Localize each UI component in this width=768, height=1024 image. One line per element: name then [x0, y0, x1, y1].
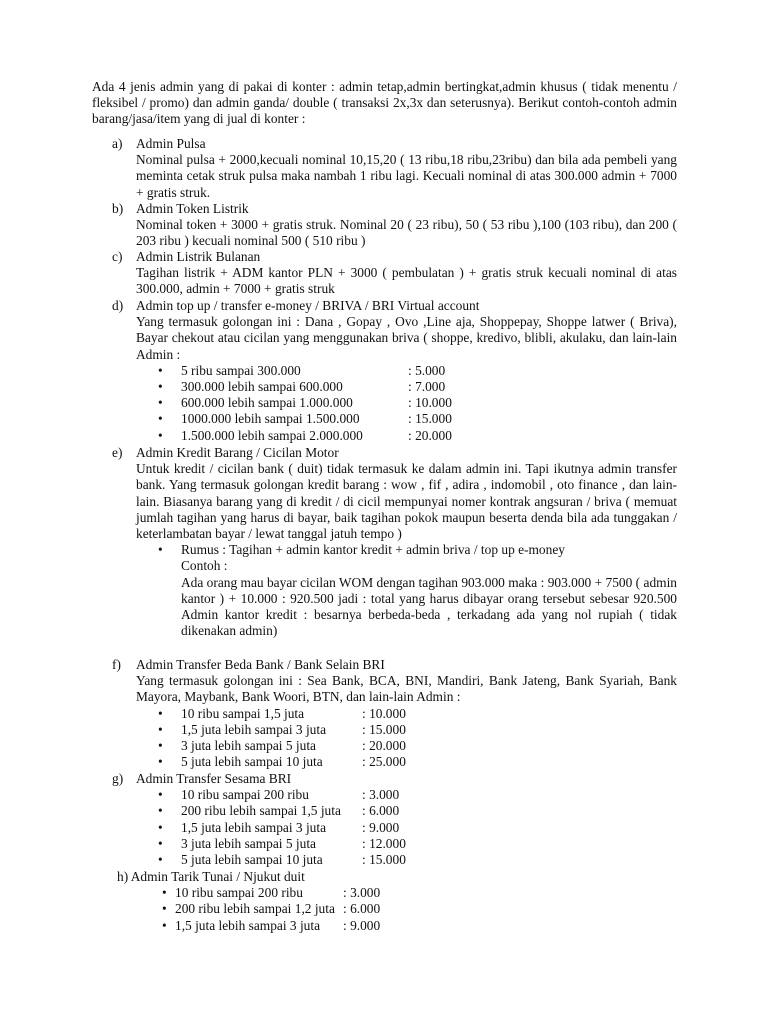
bullet-icon: •	[158, 737, 163, 753]
bullet-icon: •	[158, 721, 163, 737]
bullet-icon: •	[158, 427, 163, 443]
section-admin-token-listrik	[92, 201, 677, 250]
range-text: 1,5 juta lebih sampai 3 juta	[175, 917, 321, 933]
bullet-icon: •	[162, 901, 167, 917]
bullet-icon: •	[158, 705, 163, 721]
range-text: 10 ribu sampai 200 ribu	[175, 885, 303, 901]
section-admin-pulsa	[92, 136, 677, 201]
section-title: Admin Pulsa	[136, 136, 206, 151]
section-title: h) Admin Tarik Tunai / Njukut duit	[117, 869, 305, 884]
section-title: Admin Token Listrik	[136, 201, 249, 216]
bullet-icon: •	[158, 754, 163, 770]
range-text: 1000.000 lebih sampai 1.500.000	[181, 411, 360, 427]
list-item	[92, 706, 677, 722]
bullet-icon: •	[158, 378, 163, 394]
fee-text: : 25.000	[362, 754, 406, 770]
section-title: Admin Transfer Sesama BRI	[136, 771, 292, 786]
list-item	[92, 918, 677, 934]
bullet-icon: •	[158, 819, 163, 835]
range-text: 200 ribu lebih sampai 1,2 juta	[175, 901, 335, 917]
list-item	[92, 363, 677, 379]
fee-text: : 6.000	[362, 803, 400, 819]
section-body: Untuk kredit / cicilan bank ( duit) tidak termasuk ke dalam admin ini. Tapi ikutnya admin transfer bank. Yang termasuk golongan kredit barang : wow , fif , adira , indomobil , oto finance , dan lain-lain. Biasanya barang yang di kredit / di cicil mempunyai nomer kontrak angsuran / briva ( memuat jumlah tagihan yang harus di bayar, baik tagihan pokok maupun beserta denda bila ada tunggakan / keterlambatan bayar / lewat tanggal jatuh tempo )	[136, 461, 677, 541]
range-text: 5 juta lebih sampai 10 juta	[181, 754, 323, 770]
range-text: 3 juta lebih sampai 5 juta	[181, 835, 316, 851]
fee-text: : 20.000	[362, 737, 406, 753]
range-text: 300.000 lebih sampai 600.000	[181, 378, 343, 394]
range-text: 5 juta lebih sampai 10 juta	[181, 851, 323, 867]
section-letter: f)	[112, 657, 121, 672]
range-text: 200 ribu lebih sampai 1,5 juta	[181, 803, 341, 819]
bullet-icon: •	[162, 885, 167, 901]
section-body: Yang termasuk golongan ini : Dana , Gopay , Ovo ,Line aja, Shoppepay, Shoppe latwer ( Briva), Bayar chekout atau cicilan yang menggunakan briva ( shoppe, kredivo, blibli, akulaku, dan lain-lain Admin :	[136, 314, 677, 362]
list-item	[92, 901, 677, 917]
section-body: Tagihan listrik + ADM kantor PLN + 3000 ( pembulatan ) + gratis struk kecuali nominal di atas 300.000, admin + 7000 + gratis struk	[136, 265, 677, 297]
bullet-icon: •	[162, 917, 167, 933]
list-item	[92, 379, 677, 395]
range-text: 3 juta lebih sampai 5 juta	[181, 737, 316, 753]
bullet-icon: •	[158, 787, 163, 803]
fee-text: : 6.000	[343, 901, 381, 917]
list-item	[92, 754, 677, 770]
section-letter: d)	[112, 298, 124, 313]
bullet-icon: •	[158, 542, 163, 558]
list-item	[92, 722, 677, 738]
list-item	[92, 803, 677, 819]
section-letter: g)	[112, 771, 124, 786]
fee-text: : 10.000	[362, 705, 406, 721]
section-body: Yang termasuk golongan ini : Sea Bank, BCA, BNI, Mandiri, Bank Jateng, Bank Syariah, Bank Mayora, Maybank, Bank Woori, BTN, dan lain-lain Admin :	[136, 673, 677, 705]
range-text: 600.000 lebih sampai 1.000.000	[181, 395, 353, 411]
section-body: Nominal token + 3000 + gratis struk. Nominal 20 ( 23 ribu), 50 ( 53 ribu ),100 (103 ribu), dan 200 ( 203 ribu ) kecuali nominal 500 ( 510 ribu )	[136, 217, 677, 249]
section-admin-listrik-bulanan	[92, 249, 677, 298]
range-text: 1,5 juta lebih sampai 3 juta	[181, 721, 327, 737]
section-title: Admin top up / transfer e-money / BRIVA / BRI Virtual account	[136, 298, 480, 313]
section-letter: a)	[112, 136, 123, 151]
range-text: 1.500.000 lebih sampai 2.000.000	[181, 427, 363, 443]
list-item	[92, 836, 677, 852]
section-admin-transfer-beda-bank	[92, 657, 677, 770]
fee-text: : 10.000	[408, 395, 452, 411]
section-letter: b)	[112, 201, 124, 216]
section-letter: c)	[112, 249, 123, 264]
list-item	[92, 428, 677, 444]
list-item	[92, 411, 677, 427]
fee-text: : 12.000	[362, 835, 406, 851]
bullet-icon: •	[158, 835, 163, 851]
fee-text: : 5.000	[408, 362, 446, 378]
bullet-icon: •	[158, 395, 163, 411]
bullet-icon: •	[158, 803, 163, 819]
list-item	[92, 787, 677, 803]
bullet-icon: •	[158, 851, 163, 867]
section-admin-top-up	[92, 298, 677, 444]
section-title: Admin Transfer Beda Bank / Bank Selain BRI	[136, 657, 385, 672]
range-text: 10 ribu sampai 200 ribu	[181, 787, 309, 803]
list-item	[92, 885, 677, 901]
fee-text: : 7.000	[408, 378, 446, 394]
fee-text: : 20.000	[408, 427, 452, 443]
list-item	[92, 820, 677, 836]
intro-paragraph: Ada 4 jenis admin yang di pakai di konter : admin tetap,admin bertingkat,admin khusus ( tidak menentu / fleksibel / promo) dan admin ganda/ double ( transaksi 2x,3x dan seterusnya). Berikut contoh-contoh admin barang/jasa/item yang di jual di konter :	[92, 79, 677, 127]
list-item	[92, 738, 677, 754]
section-title: Admin Kredit Barang / Cicilan Motor	[136, 445, 339, 460]
fee-text: : 15.000	[362, 851, 406, 867]
fee-text: : 3.000	[343, 885, 381, 901]
bullet-icon: •	[158, 411, 163, 427]
contoh-label: Contoh :	[181, 558, 228, 574]
range-text: 5 ribu sampai 300.000	[181, 362, 301, 378]
list-item	[92, 852, 677, 868]
section-title: Admin Listrik Bulanan	[136, 249, 261, 264]
fee-text: : 15.000	[408, 411, 452, 427]
section-body: Nominal pulsa + 2000,kecuali nominal 10,15,20 ( 13 ribu,18 ribu,23ribu) dan bila ada pembeli yang meminta cetak struk pulsa maka nambah 1 ribu lagi. Kecuali nominal di atas 300.000 admin + 7000 + gratis struk.	[136, 152, 677, 200]
section-admin-transfer-sesama-bri	[92, 771, 677, 868]
bullet-icon: •	[158, 362, 163, 378]
rumus-block	[158, 542, 677, 639]
fee-text: : 9.000	[343, 917, 381, 933]
rumus-text: Rumus : Tagihan + admin kantor kredit + admin briva / top up e-money	[181, 542, 565, 558]
fee-text: : 15.000	[362, 721, 406, 737]
section-admin-kredit-barang	[92, 445, 677, 639]
section-admin-tarik-tunai	[92, 869, 677, 934]
fee-text: : 3.000	[362, 787, 400, 803]
fee-text: : 9.000	[362, 819, 400, 835]
range-text: 1,5 juta lebih sampai 3 juta	[181, 819, 327, 835]
section-letter: e)	[112, 445, 123, 460]
list-item	[92, 395, 677, 411]
range-text: 10 ribu sampai 1,5 juta	[181, 705, 305, 721]
contoh-text: Ada orang mau bayar cicilan WOM dengan tagihan 903.000 maka : 903.000 + 7500 ( admin kantor ) + 10.000 : 920.500 jadi : total yang harus dibayar orang tersebut sebesar 920.500 Admin kantor kredit : besarnya berbeda-beda , terkadang ada yang nol rupiah ( tidak dikenakan admin)	[181, 574, 677, 639]
